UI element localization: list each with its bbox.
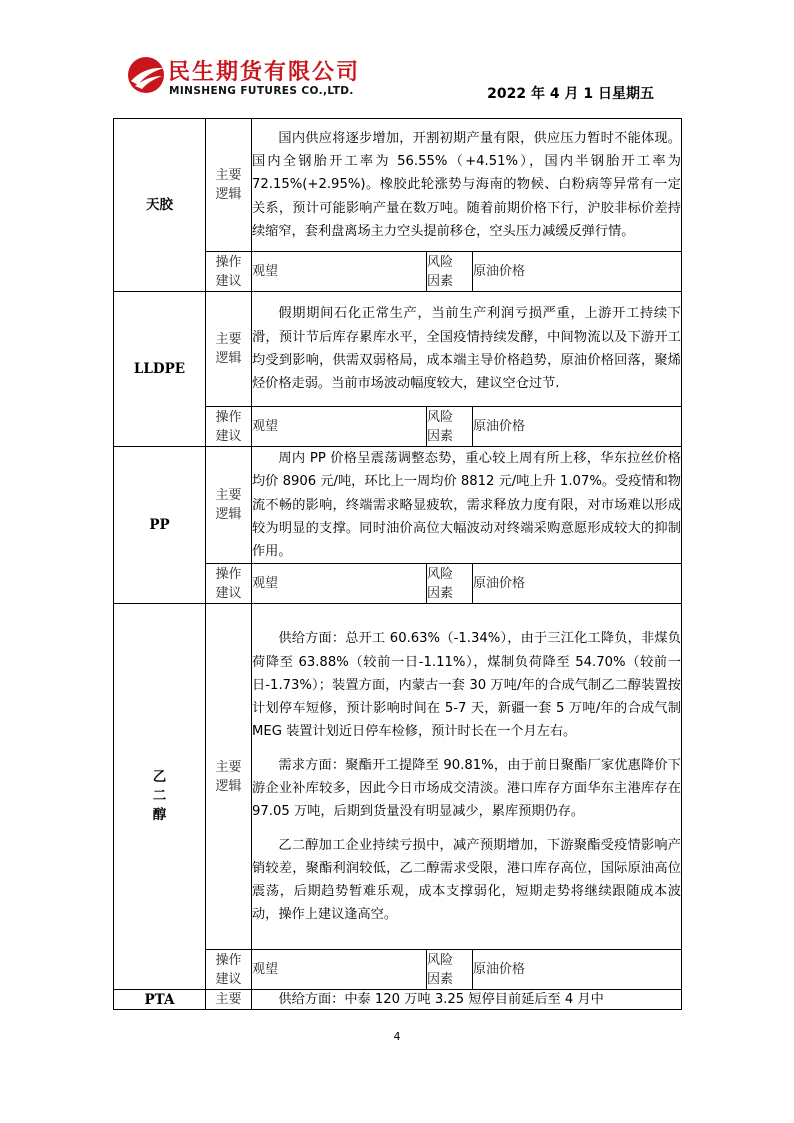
logic-content-pta: [252, 990, 682, 1010]
product-name-rubber: [114, 119, 206, 292]
risk-label: 风险 因素: [427, 564, 473, 604]
table-row: [114, 119, 682, 252]
advice-value: 观望: [252, 407, 427, 447]
advice-label: 操作 建议: [206, 950, 252, 990]
risk-label: 风险 因素: [427, 252, 473, 292]
logic-label: 主要 逻辑: [206, 119, 252, 252]
logic-label: 主要 逻辑: [206, 447, 252, 564]
risk-label: 风险 因素: [427, 407, 473, 447]
advice-label: 操作 建议: [206, 564, 252, 604]
commodity-table: [113, 118, 682, 1010]
logic-label: 主要 逻辑: [206, 604, 252, 950]
risk-label: 风险 因素: [427, 950, 473, 990]
logic-paragraph: 国内供应将逐步增加，开割初期产量有限，供应压力暂时不能体现。国内全钢胎开工率为 56.55%（+4.51%），国内半钢胎开工率为 72.15%(+2.95%)。橡胶此轮涨势与海南的物候、白粉病等异常有一定关系，预计可能影响产量在数万吨。随着前期价格下行，沪胶非标价差持续缩窄，套利盘离场主力空头提前移仓，空头压力减缓反弹行情。: [252, 130, 681, 239]
company-name-en: MINSHENG FUTURES CO.,LTD.: [169, 85, 354, 97]
table-row: [114, 447, 682, 564]
company-name-cn: 民生期货有限公司: [168, 60, 361, 85]
logic-paragraph: 假期期间石化正常生产，当前生产利润亏损严重，上游开工持续下滑，预计节后库存累库水平，全国疫情持续发酵，中间物流以及下游开工均受到影响，供需双弱格局，成本端主导价格趋势，原油价格回落，聚烯烃价格走弱。当前市场波动幅度较大，建议空仓过节.: [252, 306, 681, 392]
advice-value: 观望: [252, 950, 427, 990]
risk-value: 原油价格: [473, 950, 682, 990]
logic-label-partial: 主要: [206, 990, 252, 1010]
logic-paragraph-summary: 乙二醇加工企业持续亏损中，减产预期增加，下游聚酯受疫情影响产销较差，聚酯利润较低，乙二醇需求受限，港口库存高位，国际原油高位震荡，后期趋势暂难乐观，成本支撑弱化，短期走势将继续跟随成本波动，操作上建议逢高空。: [252, 837, 681, 923]
logic-content-pp: [252, 447, 682, 564]
table-row: [114, 990, 682, 1010]
advice-value: 观望: [252, 252, 427, 292]
advice-value: 观望: [252, 564, 427, 604]
page-number: 4: [393, 1030, 401, 1043]
product-name-pta: PTA: [114, 990, 206, 1010]
product-name-pp: PP: [114, 447, 206, 604]
logic-content-meg: [252, 604, 682, 950]
page-header: [0, 0, 794, 118]
logic-paragraph-supply: 供给方面：总开工 60.63%（-1.34%），由于三江化工降负，非煤负荷降至 63.88%（较前一日-1.11%），煤制负荷降至 54.70%（较前一日-1.73%）；装置方面，内蒙古一套 30 万吨/年的合成气制乙二醇装置按计划停车短修，预计影响时间在 5-7 天，新疆一套 5 万吨/年的合成气制 MEG 装置计划近日停车检修，预计时长在一个月左右。: [252, 631, 681, 740]
risk-value: 原油价格: [473, 252, 682, 292]
risk-value: 原油价格: [473, 564, 682, 604]
logic-paragraph-demand: 需求方面：聚酯开工提降至 90.81%，由于前日聚酯厂家优惠降价下游企业补库较多，因此今日市场成交清淡。港口库存方面华东主港库存在 97.05 万吨，后期到货量没有明显减少，累库预期仍存。: [252, 757, 681, 820]
advice-label: 操作 建议: [206, 252, 252, 292]
logic-paragraph: 周内 PP 价格呈震荡调整态势，重心较上周有所上移，华东拉丝价格均价 8906 元/吨，环比上一周均价 8812 元/吨上升 1.07%。受疫情和物流不畅的影响，终端需求略显疲软，需求释放力度有限，对市场难以形成较为明显的支撑。同时油价高位大幅波动对终端采购意愿形成较大的抑制作用。: [252, 451, 681, 560]
advice-label: 操作 建议: [206, 407, 252, 447]
minsheng-logo-icon: [126, 55, 166, 95]
logic-label: 主要 逻辑: [206, 292, 252, 407]
table-row: [114, 292, 682, 407]
risk-value: 原油价格: [473, 407, 682, 447]
product-name: 天胶: [146, 196, 173, 213]
table-row: [114, 604, 682, 950]
product-name-lldpe: LLDPE: [114, 292, 206, 447]
report-date: 2022 年 4 月 1 日星期五: [487, 86, 654, 102]
logic-paragraph: 供给方面：中泰 120 万吨 3.25 短停目前延后至 4 月中: [278, 992, 604, 1008]
product-name-meg: [114, 604, 206, 990]
product-name: 乙二醇: [152, 769, 167, 824]
logic-content-rubber: [252, 119, 682, 252]
logic-content-lldpe: [252, 292, 682, 407]
